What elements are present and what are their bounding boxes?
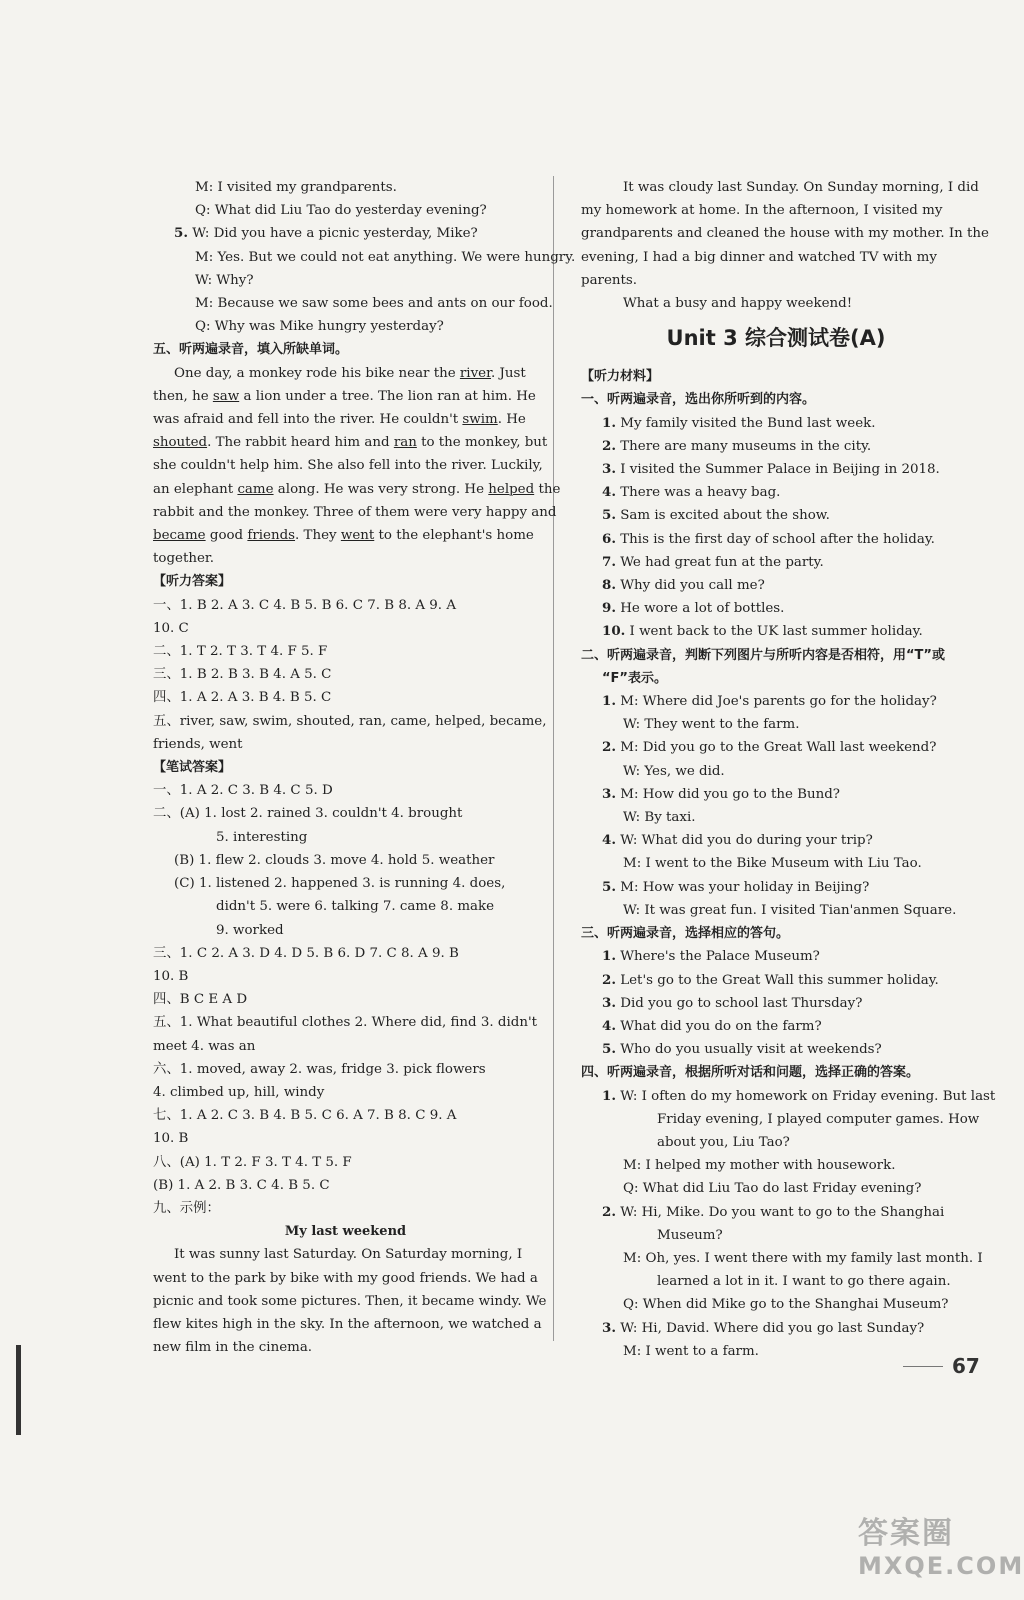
answer-line [153, 849, 538, 872]
answer-word: river [459, 365, 492, 381]
page-number: 67 [952, 1354, 980, 1378]
answer-line [153, 895, 538, 918]
line-text: 一、听两遍录音，选出你所听到的内容。 [581, 392, 816, 408]
story-text: a lion under a tree. The lion ran at him. He [239, 388, 536, 404]
scan-edge-mark [16, 1345, 21, 1435]
material-line [581, 620, 971, 643]
material-line [581, 783, 971, 806]
line-text: (B) 1. flew 2. clouds 3. move 4. hold 5. weather [174, 852, 495, 868]
line-text: W: By taxi. [623, 810, 696, 826]
answer-line [153, 1174, 538, 1197]
line-text: Q: What did Liu Tao do last Friday evening? [623, 1181, 922, 1197]
story-line [153, 408, 538, 431]
line-text: “F”表示。 [602, 670, 667, 686]
line-text: Sam is excited about the show. [615, 508, 830, 524]
answer-word: shouted [153, 435, 208, 451]
answer-word: became [153, 528, 206, 544]
line-text: Friday evening, I played computer games. How [657, 1111, 980, 1127]
line-text: 9. worked [216, 922, 284, 938]
essay-line [581, 269, 971, 292]
answer-word: swim [462, 412, 498, 428]
answer-line [153, 1011, 538, 1034]
watermark [858, 1508, 1024, 1580]
story-text: good [205, 528, 248, 544]
line-text: Museum? [657, 1227, 723, 1243]
line-text: 四、1. A 2. A 3. B 4. B 5. C [153, 690, 332, 706]
story-text: One day, a monkey rode his bike near the [174, 365, 460, 381]
listening-answers-heading: 【听力答案】 [153, 574, 232, 590]
line-text: M: I went to the Bike Museum with Liu Tao. [623, 856, 922, 872]
line-text: He wore a lot of bottles. [615, 601, 785, 617]
essay-line [153, 1336, 538, 1359]
item-number: 5. [174, 225, 188, 242]
material-line [581, 945, 971, 968]
answer-line [153, 802, 538, 825]
answer-line [153, 826, 538, 849]
line-text: W: Yes, we did. [623, 763, 725, 779]
answer-line [153, 1197, 538, 1220]
line-text: 七、1. A 2. C 3. B 4. B 5. C 6. A 7. B 8. C 9. A [153, 1108, 457, 1124]
material-line [581, 1177, 971, 1200]
item-number: 1. [602, 414, 616, 431]
answer-line [153, 733, 538, 756]
line-text: Let's go to the Great Wall this summer holiday. [615, 972, 939, 988]
material-line [581, 1247, 983, 1270]
material-line [581, 1270, 971, 1293]
line-text: new film in the cinema. [153, 1340, 313, 1356]
line-text: There was a heavy bag. [615, 485, 781, 501]
essay-line [581, 176, 979, 199]
material-line [581, 1201, 971, 1224]
material-line [581, 1108, 980, 1131]
story-text: she couldn't help him. She also fell into the river. Luckily, [153, 458, 543, 474]
line-text: Did you go to school last Thursday? [615, 995, 863, 1011]
item-number: 8. [602, 577, 616, 594]
answer-line [153, 988, 538, 1011]
line-text: I visited the Summer Palace in Beijing in 2018. [615, 462, 940, 478]
story-text: . The rabbit heard him and [207, 435, 394, 451]
line-text: M: I visited my grandparents. [195, 180, 397, 195]
material-line [581, 852, 971, 875]
line-text: grandparents and cleaned the house with my mother. In the [581, 226, 989, 242]
line-text: W: It was great fun. I visited Tian'anmen Square. [623, 902, 957, 918]
line-text: picnic and took some pictures. Then, it became windy. We [153, 1293, 547, 1309]
material-line [581, 458, 971, 481]
watermark-line1: 答案圈 [858, 1516, 954, 1551]
item-number: 2. [602, 1203, 616, 1220]
line-text: went to the park by bike with my good friends. We had a [153, 1270, 538, 1286]
line-text: 二、听两遍录音，判断下列图片与所听内容是否相符，用“T”或 [581, 647, 945, 663]
story-text: then, he [153, 388, 213, 404]
material-line [581, 992, 971, 1015]
answer-line [153, 919, 538, 942]
story-text: along. He was very strong. He [273, 481, 489, 497]
line-text: 二、1. T 2. T 3. T 4. F 5. F [153, 644, 328, 660]
material-line [581, 1085, 996, 1108]
story-text: the [534, 481, 561, 497]
dialog-line [153, 199, 538, 222]
line-text: M: How did you go to the Bund? [615, 786, 840, 802]
item-number: 10. [602, 623, 626, 640]
line-text: M: Did you go to the Great Wall last weekend? [615, 740, 937, 756]
written-answers-heading: 【笔试答案】 [153, 760, 232, 776]
line-text: meet 4. was an [153, 1038, 256, 1054]
material-line [581, 1015, 971, 1038]
dialog-line [153, 269, 538, 292]
left-column [153, 176, 576, 1359]
material-line [581, 481, 971, 504]
line-text: 5. interesting [216, 829, 308, 845]
dialog-line [153, 315, 538, 338]
line-text: What did you do on the farm? [615, 1018, 822, 1034]
material-heading: 【听力材料】 [581, 369, 660, 385]
item-number: 5. [602, 507, 616, 524]
item-number: 4. [602, 1017, 616, 1034]
essay-line [581, 222, 989, 245]
line-text: It was sunny last Saturday. On Saturday morning, I [174, 1247, 523, 1263]
line-text: parents. [581, 272, 638, 288]
line-text: M: I went to a farm. [623, 1343, 759, 1359]
story-line [153, 478, 561, 501]
story-text: together. [153, 551, 215, 567]
essay-title: My last weekend [284, 1224, 407, 1240]
line-text: M: Where did Joe's parents go for the holiday? [615, 694, 937, 710]
page-number-rule [903, 1366, 943, 1367]
line-text: 二、(A) 1. lost 2. rained 3. couldn't 4. brought [153, 806, 463, 822]
essay-line [581, 292, 971, 315]
story-text: . He [497, 412, 526, 428]
item-number: 4. [602, 484, 616, 501]
answer-line [153, 872, 538, 895]
story-text: . They [295, 528, 341, 544]
line-text: There are many museums in the city. [615, 438, 872, 454]
line-text: 六、1. moved, away 2. was, fridge 3. pick flowers [153, 1061, 486, 1077]
story-line [153, 431, 548, 454]
story-text: to the monkey, but [416, 435, 548, 451]
material-line [581, 899, 971, 922]
line-text: It was cloudy last Sunday. On Sunday morning, I did [623, 180, 979, 195]
material-line [581, 597, 971, 620]
right-column [581, 176, 996, 1363]
essay-line [153, 1267, 538, 1290]
material-line [581, 667, 971, 690]
essay-line [153, 1313, 542, 1336]
line-text: What a busy and happy weekend! [623, 296, 853, 312]
item-number: 1. [602, 693, 616, 710]
story-line [153, 454, 543, 477]
line-text: W: They went to the farm. [623, 717, 800, 733]
material-line [581, 551, 971, 574]
item-number: 2. [602, 739, 616, 756]
answer-line [153, 942, 538, 965]
material-line [581, 1317, 971, 1340]
answer-line [153, 663, 538, 686]
line-text: 10. B [153, 1131, 189, 1147]
answer-line [153, 617, 538, 640]
answer-word: helped [488, 481, 535, 497]
story-text: an elephant [153, 481, 238, 497]
line-text: M: How was your holiday in Beijing? [615, 879, 870, 895]
story-line [153, 362, 538, 385]
line-text: 10. C [153, 620, 189, 636]
column-divider [553, 176, 554, 1341]
story-text: to the elephant's home [374, 528, 534, 544]
material-line [581, 644, 971, 667]
material-line [581, 435, 971, 458]
answer-line [153, 1127, 538, 1150]
line-text: My family visited the Bund last week. [615, 415, 876, 431]
item-number: 9. [602, 600, 616, 617]
line-text: learned a lot in it. I want to go there again. [657, 1274, 951, 1290]
line-text: I went back to the UK last summer holiday. [625, 624, 923, 640]
item-number: 5. [602, 878, 616, 895]
line-text: W: Did you have a picnic yesterday, Mike? [187, 226, 478, 242]
line-text: 三、听两遍录音，选择相应的答句。 [581, 926, 790, 942]
item-number: 3. [602, 1319, 616, 1336]
material-line [581, 1154, 971, 1177]
item-number: 2. [602, 437, 616, 454]
watermark-line2: MXQE.COM [858, 1552, 1024, 1580]
line-text: 三、1. C 2. A 3. D 4. D 5. B 6. D 7. C 8. A 9. B [153, 945, 459, 961]
answer-line [153, 710, 547, 733]
dialog-line [153, 246, 576, 269]
line-text: This is the first day of school after the holiday. [615, 531, 935, 547]
item-number: 3. [602, 785, 616, 802]
item-number: 4. [602, 832, 616, 849]
material-line [581, 736, 971, 759]
material-line [581, 876, 971, 899]
material-line [581, 1038, 971, 1061]
answer-word: came [237, 481, 274, 497]
item-number: 3. [602, 461, 616, 478]
item-number: 1. [602, 1087, 616, 1104]
answer-word: ran [393, 435, 417, 451]
line-text: evening, I had a big dinner and watched TV with my [581, 249, 937, 265]
material-line [581, 1131, 971, 1154]
material-line [581, 922, 971, 945]
line-text: 九、示例： [153, 1200, 220, 1216]
material-line [581, 829, 971, 852]
material-line [581, 574, 971, 597]
line-text: (C) 1. listened 2. happened 3. is running 4. does, [174, 876, 506, 892]
essay-line [153, 1290, 547, 1313]
material-line [581, 690, 971, 713]
answer-line [153, 965, 538, 988]
line-text: Q: What did Liu Tao do yesterday evening? [195, 203, 487, 219]
line-text: friends, went [153, 736, 243, 752]
material-line [581, 1224, 971, 1247]
item-number: 1. [602, 948, 616, 965]
story-line [153, 524, 538, 547]
story-line [153, 501, 557, 524]
material-line [581, 969, 971, 992]
line-text: about you, Liu Tao? [657, 1134, 790, 1150]
line-text: 三、1. B 2. B 3. B 4. A 5. C [153, 667, 332, 683]
line-text: flew kites high in the sky. In the afternoon, we watched a [153, 1316, 542, 1332]
item-number: 7. [602, 553, 616, 570]
line-text: (B) 1. A 2. B 3. C 4. B 5. C [153, 1177, 330, 1193]
answer-word: friends [247, 528, 296, 544]
line-text: 4. climbed up, hill, windy [153, 1084, 325, 1100]
line-text: M: I helped my mother with housework. [623, 1158, 896, 1174]
material-line [581, 713, 971, 736]
line-text: W: I often do my homework on Friday evening. But last [615, 1088, 996, 1104]
material-line [581, 1340, 971, 1363]
answer-line [153, 1058, 538, 1081]
unit-title: Unit 3 综合测试卷(A) [666, 326, 886, 351]
line-text: 五、river, saw, swim, shouted, ran, came, helped, became, [153, 713, 547, 729]
line-text: M: Yes. But we could not eat anything. We were hungry. [195, 249, 576, 265]
line-text: didn't 5. were 6. talking 7. came 8. make [216, 899, 495, 915]
answer-line [153, 1035, 538, 1058]
material-line [581, 806, 971, 829]
answer-word: went [340, 528, 375, 544]
line-text: 一、1. B 2. A 3. C 4. B 5. B 6. C 7. B 8. A 9. A [153, 597, 456, 613]
material-line [581, 388, 971, 411]
item-number: 2. [602, 971, 616, 988]
line-text: Where's the Palace Museum? [615, 949, 820, 965]
material-line [581, 528, 971, 551]
item-number: 5. [602, 1041, 616, 1058]
line-text: my homework at home. In the afternoon, I visited my [581, 203, 943, 219]
story-text: was afraid and fell into the river. He couldn't [153, 412, 463, 428]
line-text: Why did you call me? [615, 578, 765, 594]
answer-line [153, 594, 538, 617]
line-text: Who do you usually visit at weekends? [615, 1042, 882, 1058]
line-text: 八、(A) 1. T 2. F 3. T 4. T 5. F [153, 1154, 352, 1170]
story-line [153, 547, 538, 570]
story-line [153, 385, 538, 408]
answer-line [153, 1104, 538, 1127]
material-line [581, 412, 971, 435]
line-text: W: What did you do during your trip? [615, 833, 873, 849]
line-text: Q: Why was Mike hungry yesterday? [195, 319, 444, 335]
answer-word: saw [212, 388, 240, 404]
section-heading: 五、听两遍录音，填入所缺单词。 [153, 342, 349, 358]
line-text: W: Why? [195, 272, 254, 288]
essay-line [153, 1243, 538, 1266]
material-line [581, 504, 971, 527]
material-line [581, 760, 971, 783]
line-text: 四、听两遍录音，根据所听对话和问题，选择正确的答案。 [581, 1065, 920, 1081]
item-number: 6. [602, 530, 616, 547]
line-text: 五、1. What beautiful clothes 2. Where did, find 3. didn't [153, 1015, 538, 1031]
line-text: We had great fun at the party. [615, 554, 824, 570]
line-text: M: Because we saw some bees and ants on our food. [195, 296, 553, 312]
line-text: 一、1. A 2. C 3. B 4. C 5. D [153, 783, 333, 799]
answer-line [153, 779, 538, 802]
line-text: M: Oh, yes. I went there with my family last month. I [623, 1250, 983, 1266]
material-line [581, 1061, 971, 1084]
line-text: 10. B [153, 968, 189, 984]
answer-line [153, 1151, 538, 1174]
answer-line [153, 1081, 538, 1104]
line-text: 四、B C E A D [153, 992, 248, 1008]
line-text: Q: When did Mike go to the Shanghai Museum? [623, 1297, 949, 1313]
essay-line [581, 246, 971, 269]
dialog-line [153, 222, 538, 245]
material-line [581, 1293, 971, 1316]
dialog-line [153, 176, 538, 199]
line-text: W: Hi, David. Where did you go last Sunday? [615, 1320, 925, 1336]
essay-line [581, 199, 971, 222]
story-text: . Just [491, 365, 526, 381]
answer-line [153, 686, 538, 709]
item-number: 3. [602, 994, 616, 1011]
line-text: W: Hi, Mike. Do you want to go to the Shanghai [615, 1204, 945, 1220]
story-text: rabbit and the monkey. Three of them were very happy and [153, 504, 557, 520]
dialog-line [153, 292, 553, 315]
answer-line [153, 640, 538, 663]
